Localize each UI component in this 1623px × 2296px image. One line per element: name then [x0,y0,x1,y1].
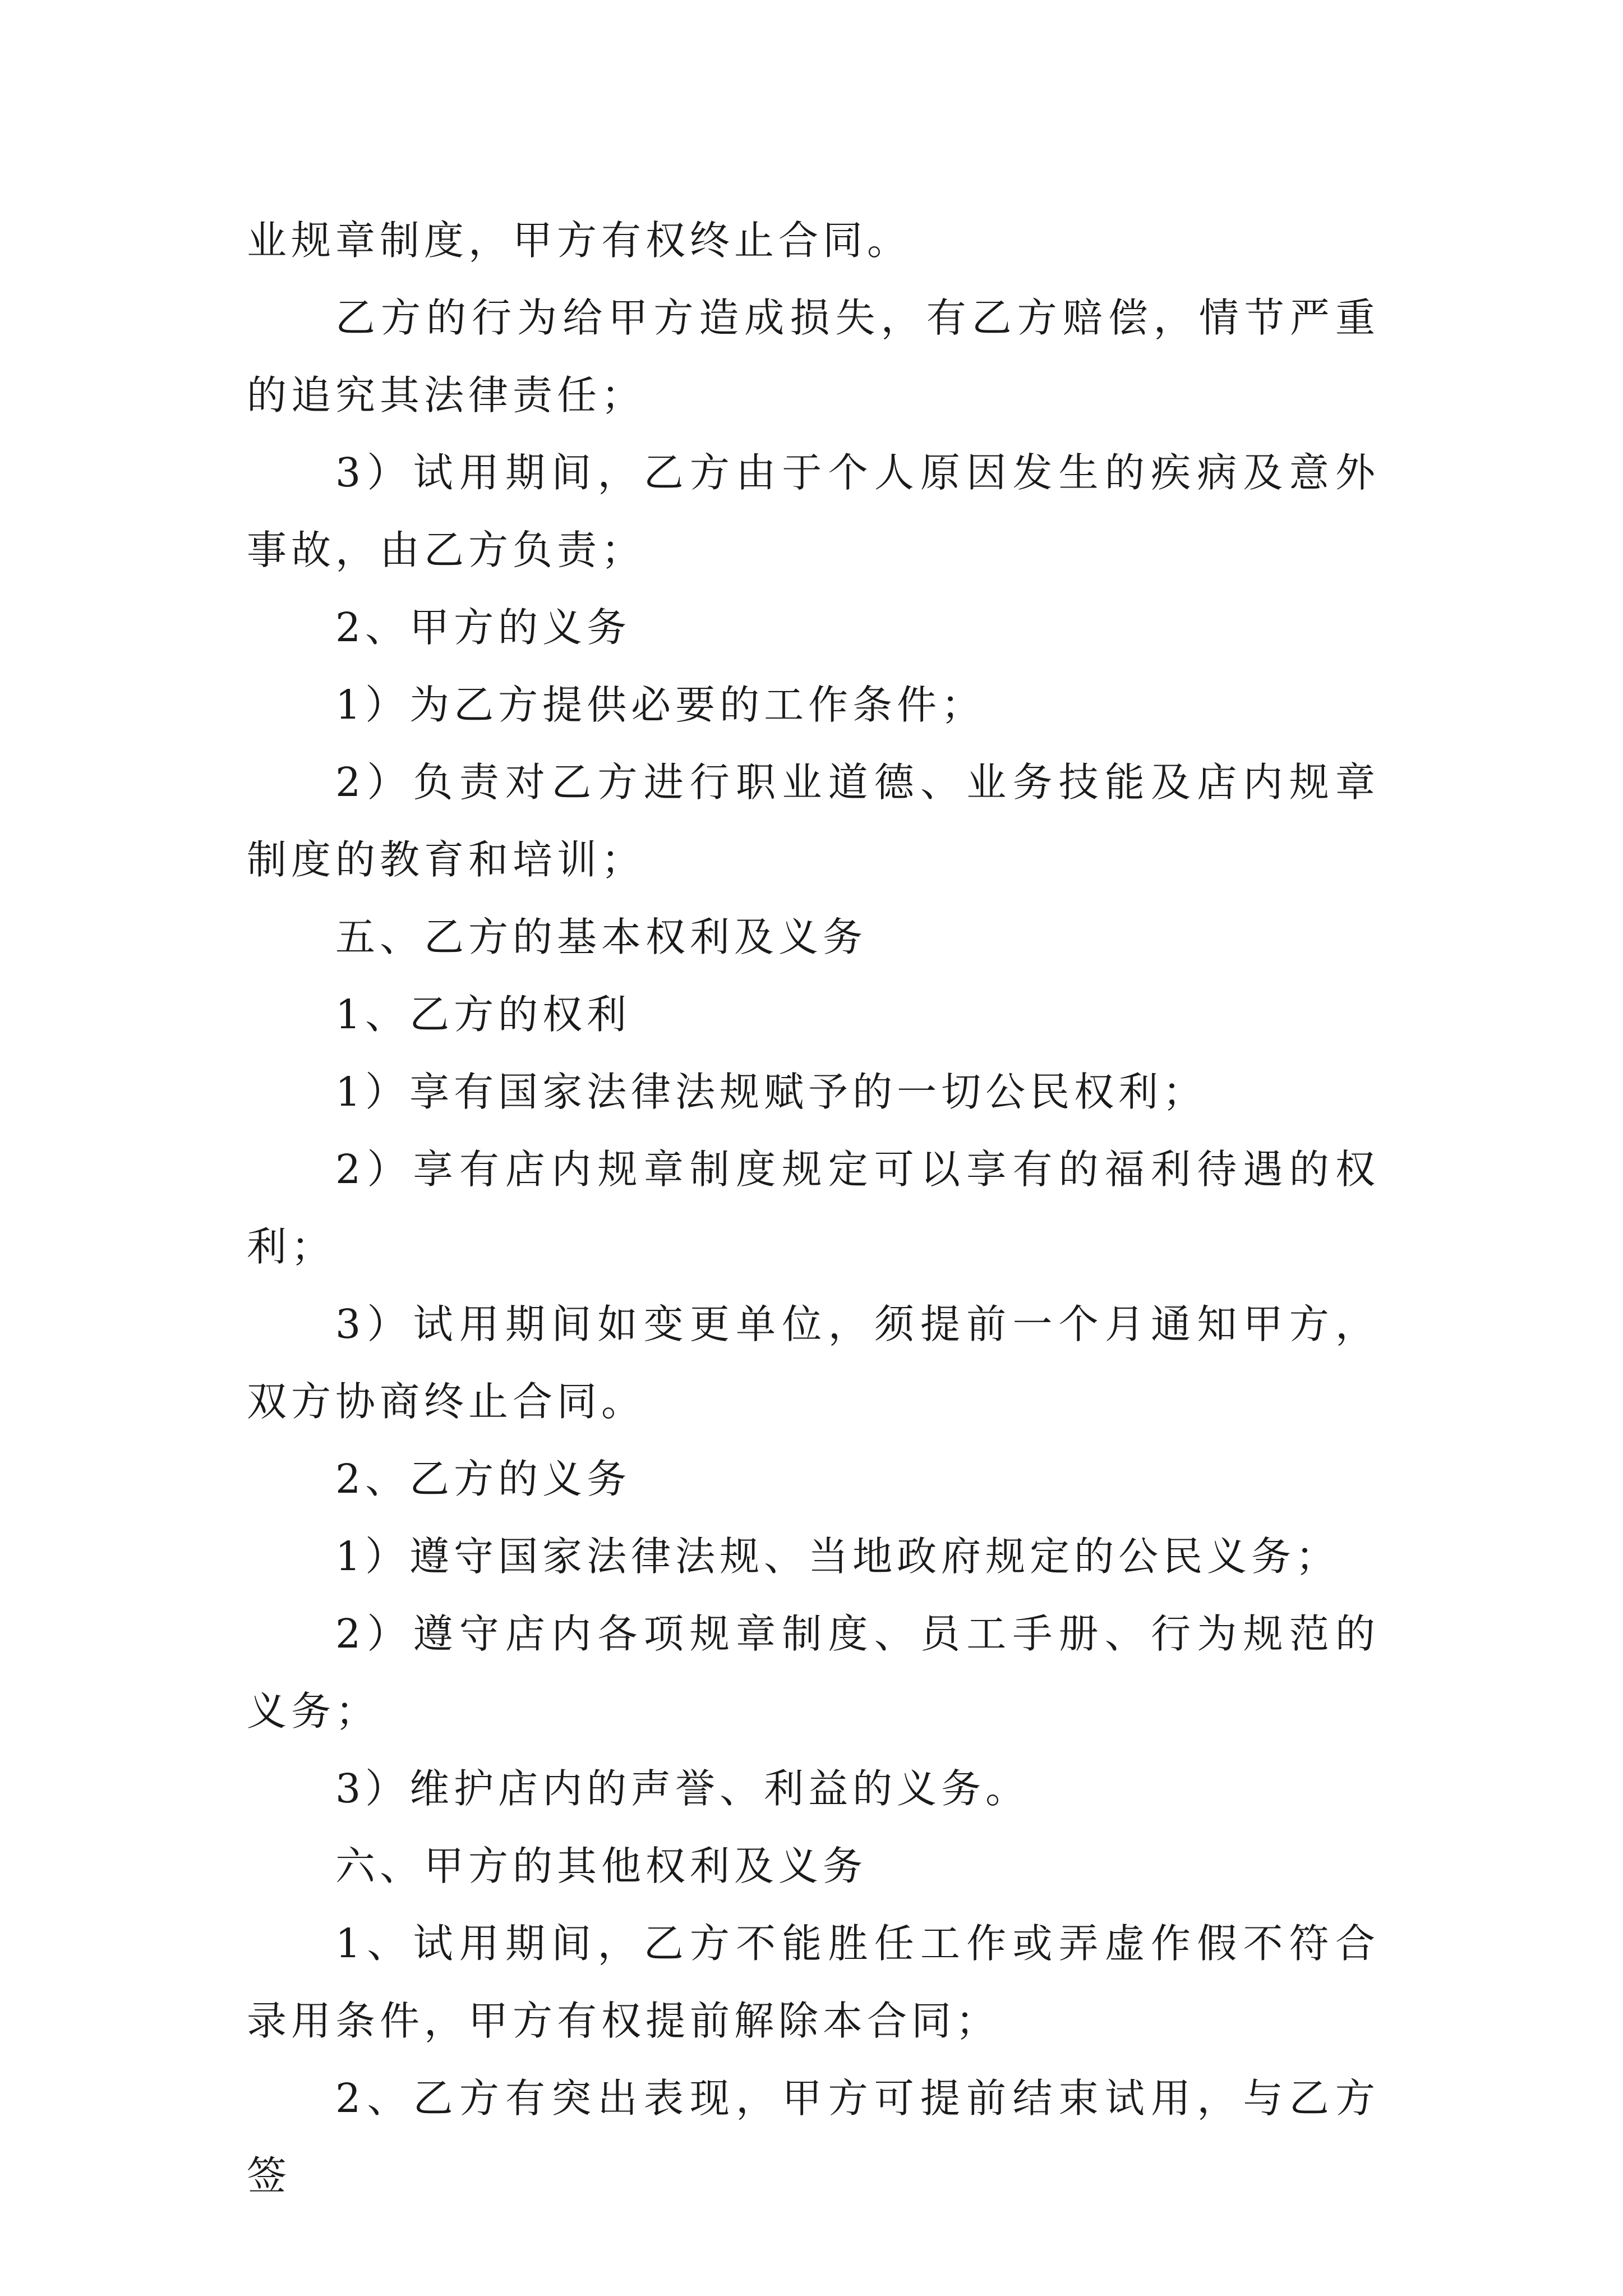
paragraph: 2、乙方有突出表现，甲方可提前结束试用，与乙方签 [247,2075,1380,2199]
paragraph: 1、试用期间，乙方不能胜任工作或弄虚作假不符合录用条件，甲方有权提前解除本合同； [247,1920,1380,2044]
paragraph: 3）试用期间如变更单位，须提前一个月通知甲方，双方协商终止合同。 [247,1301,1380,1425]
paragraph: 3）试用期间，乙方由于个人原因发生的疾病及意外事故，由乙方负责； [247,449,1380,573]
document-body [247,202,1380,2215]
paragraph: 2）遵守店内各项规章制度、员工手册、行为规范的义务； [247,1611,1380,1734]
paragraph: 2、甲方的义务 [335,604,631,651]
paragraph: 1）为乙方提供必要的工作条件； [335,682,986,728]
paragraph: 2）享有店内规章制度规定可以享有的福利待遇的权利； [247,1146,1380,1270]
paragraph: 2、乙方的义务 [335,1456,631,1502]
paragraph: 2）负责对乙方进行职业道德、业务技能及店内规章制度的教育和培训； [247,759,1380,883]
section-heading: 五、乙方的基本权利及义务 [335,914,868,960]
paragraph: 业规章制度，甲方有权终止合同。 [247,217,912,264]
paragraph: 1、乙方的权利 [335,991,631,1038]
paragraph: 1）享有国家法律法规赋予的一切公民权利； [335,1069,1207,1115]
paragraph: 乙方的行为给甲方造成损失，有乙方赔偿，情节严重的追究其法律责任； [247,295,1380,418]
paragraph: 1）遵守国家法律法规、当地政府规定的公民义务； [335,1533,1340,1580]
paragraph: 3）维护店内的声誉、利益的义务。 [335,1765,1030,1812]
section-heading: 六、甲方的其他权利及义务 [335,1843,868,1889]
